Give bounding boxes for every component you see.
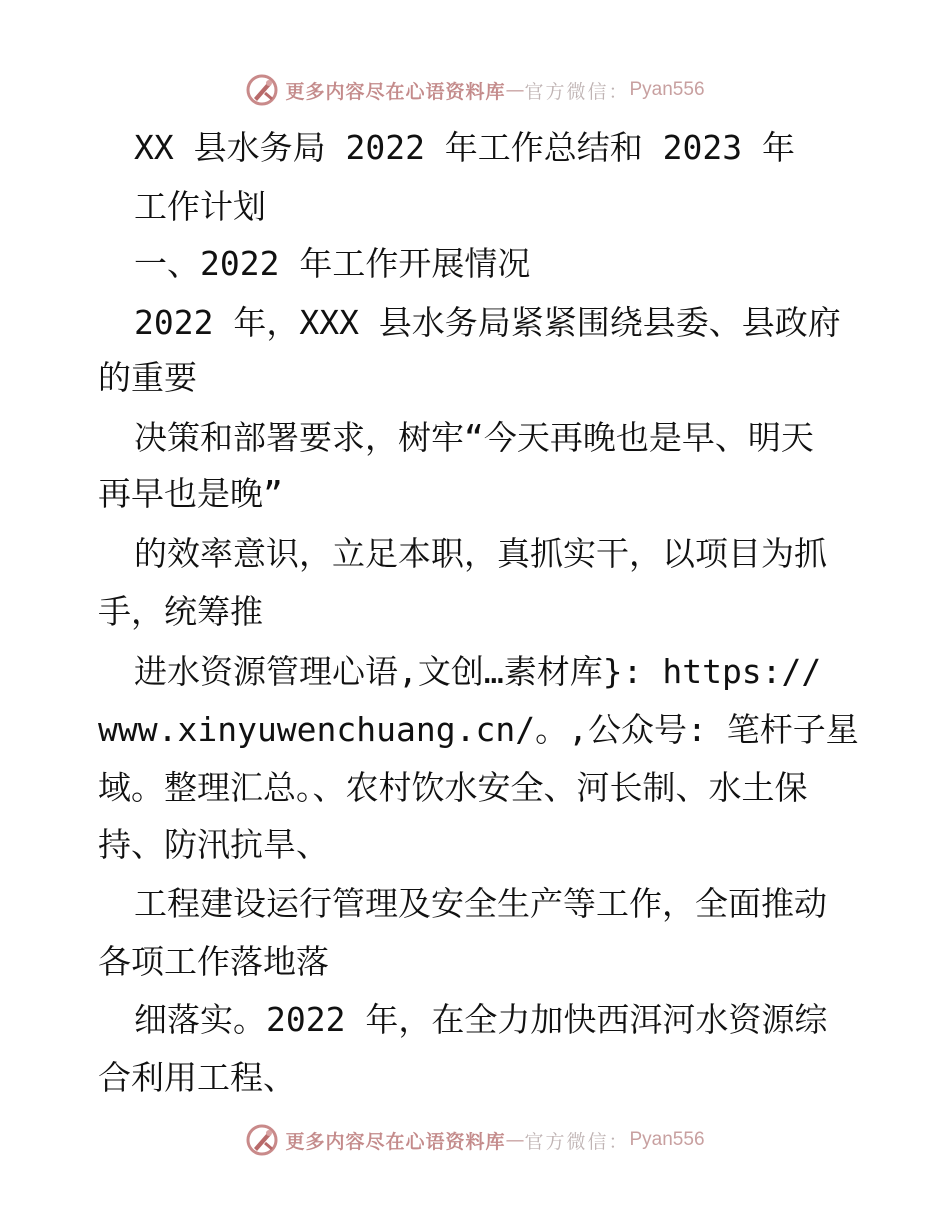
title-line-1: XX 县水务局 2022 年工作总结和 2023 年 bbox=[134, 128, 796, 167]
title-line-2: 工作计划 bbox=[134, 187, 266, 226]
body-line: www.xinyuwenchuang.cn/。,公众号: 笔杆子星 bbox=[98, 710, 859, 749]
body-line: 持、防汛抗旱、 bbox=[98, 825, 329, 864]
watermark-handle: Pyan556 bbox=[629, 79, 705, 100]
body-line: 各项工作落地落 bbox=[98, 942, 329, 981]
body-line: 决策和部署要求，树牢“今天再晚也是早、明天 bbox=[134, 418, 814, 457]
body-line: 细落实。2022 年，在全力加快西洱河水资源综 bbox=[134, 1000, 828, 1039]
body-line: 的重要 bbox=[98, 358, 197, 397]
body-line: 的效率意识，立足本职，真抓实干，以项目为抓 bbox=[134, 534, 827, 573]
footer-watermark bbox=[0, 1120, 950, 1160]
watermark-official-text: 官方微信： bbox=[524, 1130, 630, 1153]
watermark-dash: — bbox=[505, 1129, 525, 1151]
body-line: 工程建设运行管理及安全生产等工作，全面推动 bbox=[134, 884, 827, 923]
body-line: 再早也是晚” bbox=[98, 474, 283, 513]
body-line: 2022 年，XXX 县水务局紧紧围绕县委、县政府 bbox=[134, 303, 841, 342]
watermark-official-text: 官方微信： bbox=[524, 80, 630, 103]
body-line: 合利用工程、 bbox=[98, 1058, 296, 1097]
section-heading: 一、2022 年工作开展情况 bbox=[134, 244, 531, 283]
body-line: 域。整理汇总。、农村饮水安全、河长制、水土保 bbox=[98, 768, 808, 807]
watermark-site-text: 更多内容尽在心语资料库 bbox=[285, 80, 506, 103]
body-line: 进水资源管理心语,文创…素材库}: https:// bbox=[134, 652, 822, 691]
watermark-dash: — bbox=[505, 79, 525, 101]
body-line: 手，统筹推 bbox=[98, 592, 263, 631]
watermark-handle: Pyan556 bbox=[629, 1129, 705, 1150]
pen-nib-logo-icon bbox=[245, 1123, 279, 1157]
watermark-site-text: 更多内容尽在心语资料库 bbox=[285, 1130, 506, 1153]
